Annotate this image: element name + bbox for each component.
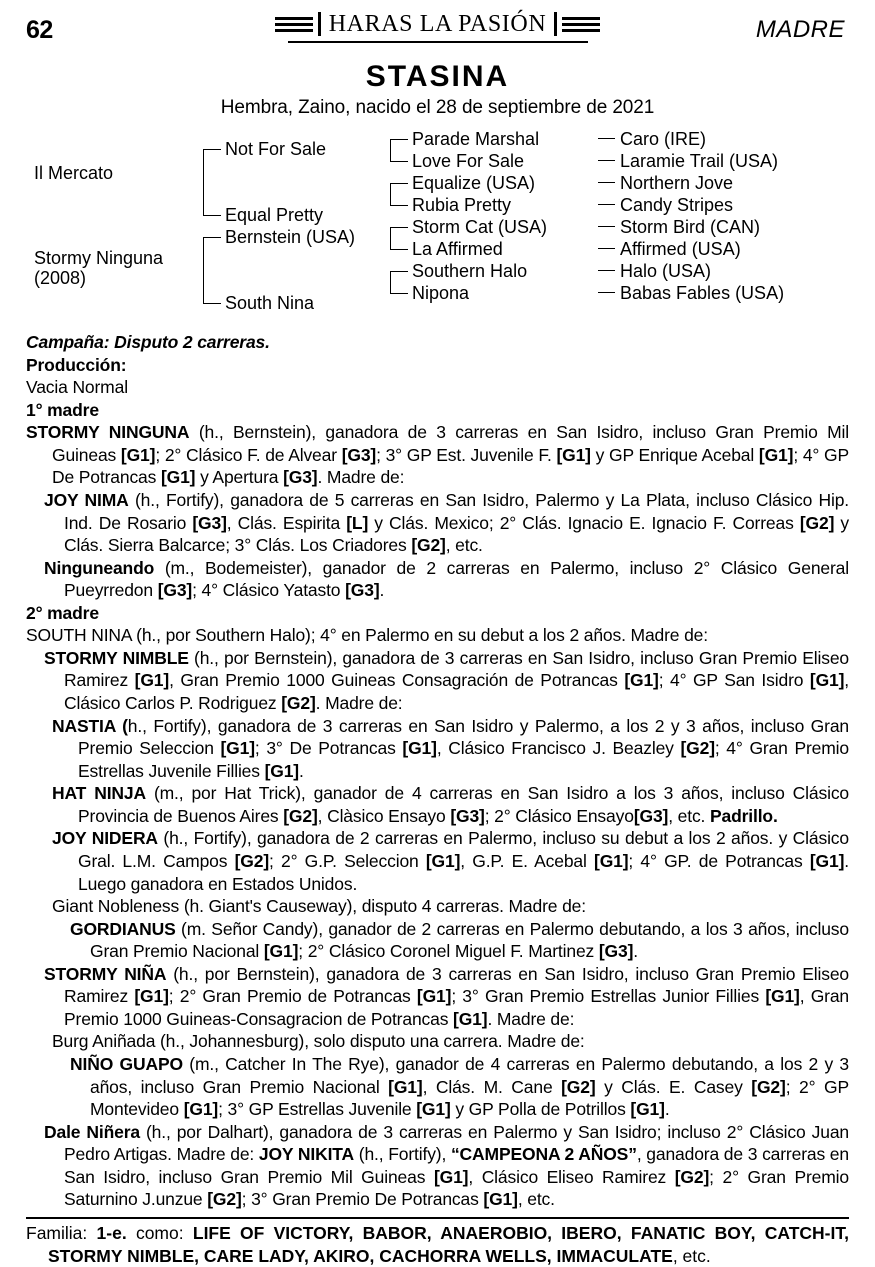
- dam2-entry-stormy-nimble: STORMY NIMBLE (h., por Bernstein), ganadora de 3 carreras en San Isidro, incluso Gran Premio Eliseo Ramirez [G1], Gran Premio 1000 Guineas Consagración de Potrancas [G1]; 4° GP San Isidro [G1], Clásico Carlos P. Rodriguez [G2]. Madre de:: [44, 647, 850, 713]
- pedigree-body: [26, 331, 849, 1211]
- brand-underline: [288, 41, 588, 43]
- pedigree-node-g3-1: Parade Marshal: [412, 129, 540, 149]
- pedigree-node-g4-4: Candy Stripes: [620, 195, 734, 215]
- brand-name: HARAS LA PASIÓN: [328, 11, 547, 37]
- pedigree-tree: [0, 129, 875, 325]
- pedigree-node-g2-4: South Nina: [225, 293, 315, 313]
- pedigree-node-g4-6: Affirmed (USA): [620, 239, 741, 259]
- pedigree-node-dam: Stormy Ninguna (2008): [34, 248, 164, 289]
- pedigree-node-g3-2: Love For Sale: [412, 151, 525, 171]
- dam2-intro: SOUTH NINA (h., por Southern Halo); 4° en Palermo en su debut a los 2 años. Madre de:: [26, 625, 708, 646]
- dam1-entry: STORMY NINGUNA (h., Bernstein), ganadora de 3 carreras en San Isidro, incluso Gran Premio Mil Guineas [G1]; 2° Clásico F. de Alvear [G3]; 3° GP Est. Juvenile F. [G1] y GP Enrique Acebal [G1]; 4° GP De Potrancas [G1] y Apertura [G3]. Madre de:: [26, 422, 850, 488]
- pedigree-node-g3-3: Equalize (USA): [412, 173, 536, 193]
- pedigree-node-g4-5: Storm Bird (CAN): [620, 217, 761, 237]
- pedigree-dash-2: [598, 160, 615, 161]
- pedigree-dash-4: [598, 204, 615, 205]
- page-header: [0, 0, 875, 56]
- pedigree-dash-3: [598, 182, 615, 183]
- pedigree-node-g3-7: Southern Halo: [412, 261, 528, 281]
- dam2-entry-burg-aninada: Burg Aniñada (h., Johannesburg), solo disputo una carrera. Madre de:: [52, 1031, 585, 1052]
- pedigree-dash-7: [598, 270, 615, 271]
- pedigree-bracket-2: [203, 237, 221, 304]
- dam2-entry-giant-nobleness: Giant Nobleness (h. Giant's Causeway), disputo 4 carreras. Madre de:: [52, 896, 586, 917]
- section-divider: [26, 1217, 849, 1219]
- pedigree-node-g3-4: Rubia Pretty: [412, 195, 512, 215]
- pedigree-node-g4-3: Northern Jove: [620, 173, 734, 193]
- dam2-heading: 2° madre: [26, 602, 99, 623]
- pedigree-node-g2-2: Equal Pretty: [225, 205, 324, 225]
- pedigree-bracket-3: [390, 139, 408, 162]
- familia-line: Familia: 1-e. como: LIFE OF VICTORY, BABOR, ANAEROBIO, IBERO, FANATIC BOY, CATCH-IT, STORMY NIMBLE, CARE LADY, AKIRO, CACHORRA WELLS, IMMACULATE, etc.: [26, 1222, 849, 1266]
- dam2-entry-gordianus: GORDIANUS (m. Señor Candy), ganador de 2 carreras en Palermo debutando, a los 3 años, incluso Gran Premio Nacional [G1]; 2° Clásico Coronel Miguel F. Martinez [G3].: [70, 918, 849, 962]
- pedigree-bracket-6: [390, 271, 408, 294]
- pedigree-node-g2-3: Bernstein (USA): [225, 227, 356, 247]
- horse-subtitle: Hembra, Zaino, nacido el 28 de septiembre de 2021: [220, 97, 655, 118]
- pedigree-dash-1: [598, 138, 615, 139]
- logo-bars-left-icon: [275, 17, 313, 32]
- pedigree-bracket-5: [390, 227, 408, 250]
- pedigree-node-g3-5: Storm Cat (USA): [412, 217, 548, 237]
- pedigree-node-g4-1: Caro (IRE): [620, 129, 707, 149]
- dam2-entry-hat-ninja: HAT NINJA (m., por Hat Trick), ganador de 4 carreras en San Isidro a los 3 años, incluso Clásico Provincia de Buenos Aires [G2], Clàsico Ensayo [G3]; 2° Clásico Ensayo[G3], etc. Padrillo.: [52, 783, 850, 826]
- pedigree-node-g4-2: Laramie Trail (USA): [620, 151, 779, 171]
- production-label: Producción:: [26, 354, 127, 375]
- dam1-child-1: JOY NIMA (h., Fortify), ganadora de 5 carreras en San Isidro, Palermo y La Plata, incluso Clásico Hip. Ind. De Rosario [G3], Clás. Espirita [L] y Clás. Mexico; 2° Clás. Ignacio E. Ignacio F. Correas [G2] y Clás. Sierra Balcarce; 3° Clás. Los Criadores [G2], etc.: [44, 489, 850, 556]
- dam2-entry-nastia: NASTIA (h., Fortify), ganadora de 3 carreras en San Isidro y Palermo, a los 2 y 3 años, incluso Gran Premio Seleccion [G1]; 3° De Potrancas [G1], Clásico Francisco J. Beazley [G2]; 4° Gran Premio Estrellas Juvenile Fillies [G1].: [52, 715, 849, 781]
- pedigree-node-g3-8: Nipona: [412, 283, 470, 303]
- brand-row: [275, 12, 601, 36]
- pedigree-bracket-4: [390, 183, 408, 206]
- logo-divider-left-icon: [318, 12, 321, 36]
- production-value: Vacia Normal: [26, 377, 128, 398]
- dam2-entry-joy-nidera: JOY NIDERA (h., Fortify), ganadora de 2 carreras en Palermo, incluso su debut a los 2 años. y Clásico Gral. L.M. Campos [G2]; 2° G.P. Seleccion [G1], G.P. E. Acebal [G1]; 4° GP. de Potrancas [G1]. Luego ganadora en Estados Unidos.: [52, 828, 849, 894]
- pedigree-dash-8: [598, 292, 615, 293]
- pedigree-bracket-1: [203, 149, 221, 216]
- campaign-line: Campaña: Disputo 2 carreras.: [26, 332, 270, 352]
- dam1-heading: 1° madre: [26, 399, 99, 420]
- pedigree-node-sire: Il Mercato: [34, 163, 114, 183]
- pedigree-node-g4-7: Halo (USA): [620, 261, 712, 281]
- pedigree-node-g3-6: La Affirmed: [412, 239, 503, 259]
- page-number: 62: [26, 16, 53, 44]
- logo-bars-right-icon: [562, 17, 600, 32]
- pedigree-dash-6: [598, 248, 615, 249]
- dam2-entry-dale-ninera: Dale Niñera (h., por Dalhart), ganadora de 3 carreras en Palermo y San Isidro; incluso 2° Clásico Juan Pedro Artigas. Madre de: JOY NIKITA (h., Fortify), “CAMPEONA 2 AÑOS”, ganadora de 3 carreras en San Isidro, incluso Gran Premio Mil Guineas [G1], Clásico Eliseo Ramirez [G2]; 2° Gran Premio Saturnino J.unzue [G2]; 3° Gran Premio De Potrancas [G1], etc.: [44, 1121, 850, 1210]
- pedigree-dash-5: [598, 226, 615, 227]
- brand-logo: [0, 12, 875, 43]
- dam1-child-2: Ninguneando (m., Bodemeister), ganador de 2 carreras en Palermo, incluso 2° Clásico General Pueyrredon [G3]; 4° Clásico Yatasto [G3].: [44, 557, 849, 601]
- page-title: STASINA: [365, 60, 510, 93]
- dam2-entry-nino-guapo: NIÑO GUAPO (m., Catcher In The Rye), ganador de 4 carreras en Palermo debutando, a los 2 y 3 años, incluso Gran Premio Nacional [G1], Clás. M. Cane [G2] y Clás. E. Casey [G2]; 2° GP Montevideo [G1]; 3° GP Estrellas Juvenile [G1] y GP Polla de Potrillos [G1].: [70, 1054, 849, 1120]
- pedigree-node-g2-1: Not For Sale: [225, 139, 327, 159]
- logo-divider-right-icon: [554, 12, 557, 36]
- pedigree-node-g4-8: Babas Fables (USA): [620, 283, 785, 303]
- dam2-entry-stormy-nina: STORMY NIÑA (h., por Bernstein), ganadora de 3 carreras en San Isidro, incluso Gran Premio Eliseo Ramirez [G1]; 2° Gran Premio de Potrancas [G1]; 3° Gran Premio Estrellas Junior Fillies [G1], Gran Premio 1000 Guineas-Consagracion de Potrancas [G1]. Madre de:: [44, 963, 849, 1029]
- section-label: MADRE: [755, 16, 845, 43]
